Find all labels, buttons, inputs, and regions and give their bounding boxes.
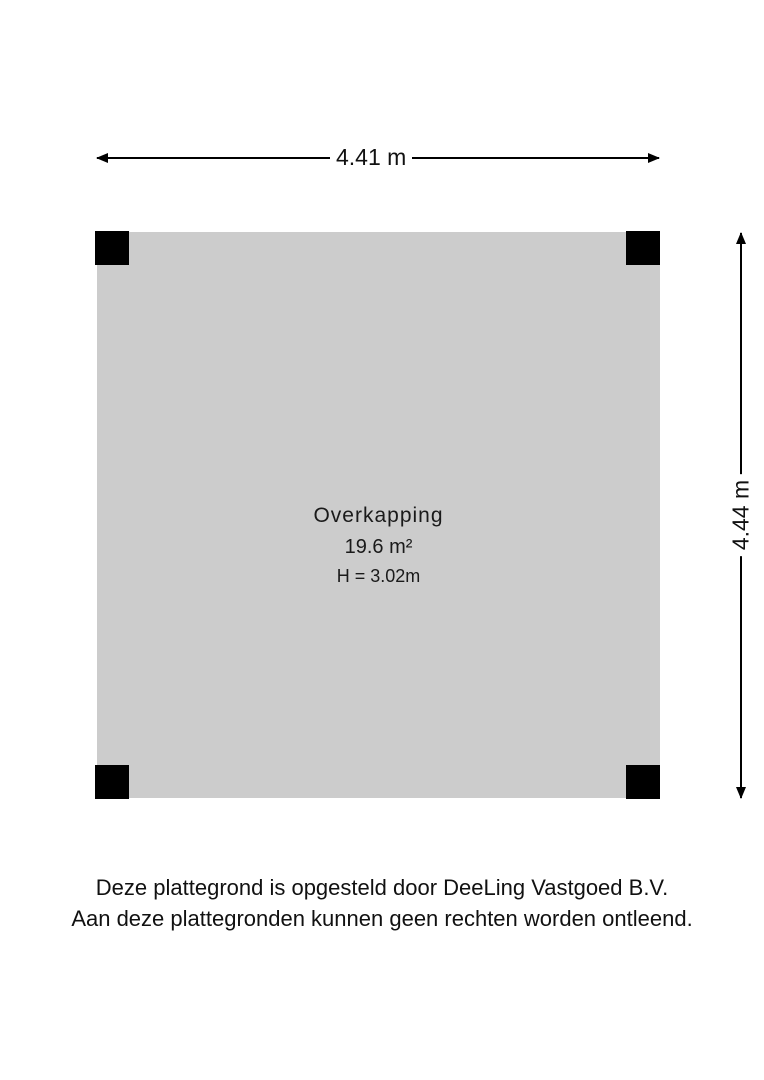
corner-post [95, 231, 129, 265]
height-dimension-label: 4.44 m [730, 474, 753, 556]
disclaimer-line-1: Deze plattegrond is opgesteld door DeeLing Vastgoed B.V. [95, 875, 669, 900]
corner-post [626, 765, 660, 799]
disclaimer-line-2: Aan deze plattegronden kunnen geen rechten worden ontleend. [71, 906, 693, 931]
corner-post [626, 231, 660, 265]
corner-post [95, 765, 129, 799]
room-height: H = 3.02m [336, 566, 421, 586]
width-dimension-label: 4.41 m [330, 146, 412, 169]
room-name: Overkapping [313, 504, 444, 527]
room-area: 19.6 m² [344, 536, 413, 558]
